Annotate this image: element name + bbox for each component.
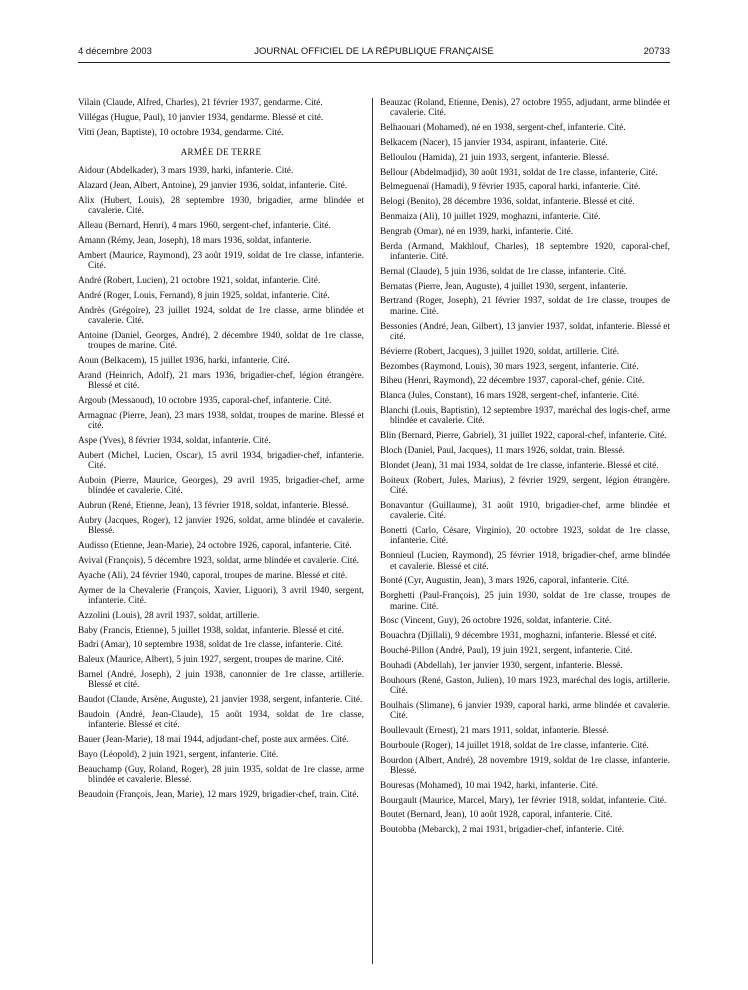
citation-entry: Andrès (Grégoire), 23 juillet 1924, soldat de 1re classe, arme blindée et cavalerie. Cité.	[78, 305, 364, 326]
citation-entry: Bouché-Pillon (André, Paul), 19 juin 1921, sergent, infanterie. Cité.	[380, 645, 633, 656]
citation-entry: Alazard (Jean, Albert, Antoine), 29 janvier 1936, soldat, infanterie. Cité.	[78, 181, 348, 192]
citation-entry: Benmaiza (Ali), 10 juillet 1929, moghazni, infanterie. Cité.	[380, 211, 601, 222]
citation-entry: Bourboule (Roger), 14 juillet 1918, soldat de 1re classe, infanterie. Cité.	[380, 740, 649, 751]
citation-entry: Blondet (Jean), 31 mai 1934, soldat de 1re classe, infanterie. Blessé et cité.	[380, 460, 659, 471]
citation-entry: Bertrand (Roger, Joseph), 21 février 1937, soldat de 1re classe, troupes de marine. Cité.	[380, 296, 670, 317]
citation-entry: Azzolini (Louis), 28 avril 1937, soldat, artillerie.	[78, 610, 260, 621]
citation-entry: André (Robert, Lucien), 21 octobre 1921, soldat, infanterie. Cité.	[78, 276, 321, 286]
citation-entry: Aubrun (René, Etienne, Jean), 13 février 1918, soldat, infanterie. Blessé.	[78, 501, 349, 512]
citation-entry: Baudot (Claude, Arsène, Auguste), 21 janvier 1938, sergent, infanterie. Cité.	[78, 695, 363, 706]
citation-entry: Boullevault (Ernest), 21 mars 1911, soldat, infanterie. Blessé.	[380, 725, 609, 736]
citation-entry: Beauzac (Roland, Etienne, Denis), 27 octobre 1955, adjudant, arme blindée et cavalerie. Cité.	[380, 98, 670, 119]
citation-entry: Bosc (Vincent, Guy), 26 octobre 1926, soldat, infanterie. Cité.	[380, 616, 612, 627]
citation-entry: Alix (Hubert, Louis), 28 septembre 1930, brigadier, arme blindée et cavalerie. Cité.	[78, 196, 364, 217]
citation-entry: Boutet (Bernard, Jean), 10 août 1928, caporal, infanterie. Cité.	[380, 810, 613, 821]
citation-entry: Belogi (Benito), 28 décembre 1936, soldat, infanterie. Blessé et cité.	[380, 197, 635, 208]
citation-entry: Belkacem (Nacer), 15 janvier 1934, aspirant, infanterie. Cité.	[380, 138, 608, 148]
citation-entry: Belhaouari (Mohamed), né en 1938, sergent-chef, infanterie. Cité.	[380, 123, 626, 134]
citation-entry: Bauer (Jean-Marie), 18 mai 1944, adjudant-chef, poste aux armées. Cité.	[78, 735, 349, 746]
citation-entry: Bouhadi (Abdellah), 1er janvier 1930, sergent, infanterie. Blessé.	[380, 660, 623, 671]
citation-entry: Baudoin (André, Jean-Claude), 15 août 1934, soldat de 1re classe, infanterie. Blessé et cité.	[78, 709, 364, 731]
citation-entry: Bloch (Daniel, Paul, Jacques), 11 mars 1926, soldat, train. Blessé.	[380, 445, 625, 456]
citation-entry: Bellour (Abdelmadjid), 30 août 1931, soldat de 1re classe, infanterie, Cité.	[380, 167, 658, 178]
citation-entry: Berda (Armand, Makhlouf, Charles), 18 septembre 1920, caporal-chef, infanterie. Cité.	[380, 241, 670, 262]
citation-entry: Bonnieul (Lucien, Raymond), 25 février 1918, brigadier-chef, arme blindée et cavalerie. Blessé et cité.	[380, 551, 670, 572]
citation-entry: Bévierre (Robert, Jacques), 3 juillet 1920, soldat, artillerie. Cité.	[380, 346, 620, 357]
citation-entry: Aoun (Belkacem), 15 juillet 1936, harki, infanterie. Cité.	[78, 356, 290, 366]
citation-entry: Villégas (Hugue, Paul), 10 janvier 1934, gendarme. Blessé et cité.	[78, 112, 324, 123]
header-rule	[78, 62, 670, 63]
citation-entry: Bernal (Claude), 5 juin 1936, soldat de 1re classe, infanterie. Cité.	[380, 266, 627, 277]
citation-entry: Ambert (Maurice, Raymond), 23 août 1919, soldat de 1re classe, infanterie. Cité.	[78, 250, 364, 272]
citation-entry: Audisso (Etienne, Jean-Marie), 24 octobre 1926, caporal, infanterie. Cité.	[78, 541, 352, 552]
citation-entry: Blin (Bernard, Pierre, Gabriel), 31 juillet 1922, caporal-chef, infanterie. Cité.	[380, 431, 667, 442]
section-heading: ARMÉE DE TERRE	[180, 147, 262, 157]
citation-entry: Alleau (Bernard, Henri), 4 mars 1960, sergent-chef, infanterie. Cité.	[78, 221, 331, 232]
citation-entry: Blanchi (Louis, Baptistin), 12 septembre 1937, maréchal des logis-chef, arme blindée et cavalerie. Cité.	[380, 405, 670, 427]
header-title: JOURNAL OFFICIEL DE LA RÉPUBLIQUE FRANÇAISE	[254, 46, 494, 57]
citation-entry: Blanca (Jules, Constant), 16 mars 1928, sergent-chef, infanterie. Cité.	[380, 391, 640, 402]
citation-entry: Barnel (André, Joseph), 2 juin 1938, canonnier de 1re classe, artillerie. Blessé et cité.	[78, 669, 364, 691]
citation-entry: Aubry (Jacques, Roger), 12 janvier 1926, soldat, arme blindée et cavalerie. Blessé.	[78, 516, 364, 537]
citation-entry: Belloulou (Hamida), 21 juin 1933, sergent, infanterie. Blessé.	[380, 152, 610, 163]
citation-entry: Bonté (Cyr, Augustin, Jean), 3 mars 1926, caporal, infanterie. Cité.	[380, 576, 630, 587]
citation-entry: Baleux (Maurice, Albert), 5 juin 1927, sergent, troupes de marine. Cité.	[78, 655, 344, 666]
citation-entry: Badri (Amar), 10 septembre 1938, soldat de 1re classe, infanterie. Cité.	[78, 640, 344, 651]
citation-entry: Beaudoin (François, Jean, Marie), 12 mars 1929, brigadier-chef, train. Cité.	[78, 789, 359, 800]
citation-entry: Vitti (Jean, Baptiste), 10 octobre 1934, gendarme. Cité.	[78, 127, 284, 138]
citation-entry: Bonetti (Carlo, Césare, Virginio), 20 octobre 1923, soldat de 1re classe, infanterie. Cité.	[380, 525, 670, 547]
citation-entry: Ayache (Ali), 24 février 1940, caporal, troupes de marine. Blessé et cité.	[78, 570, 348, 581]
citation-entry: Bouresas (Mohamed), 10 mai 1942, harki, infanterie. Cité.	[380, 780, 598, 791]
citation-entry: Boutobba (Mebarck), 2 mai 1931, brigadier-chef, infanterie. Cité.	[380, 825, 625, 836]
citation-entry: Bourdon (Albert, André), 28 novembre 1919, soldat de 1re classe, infanterie. Blessé.	[380, 755, 670, 776]
citation-entry: André (Roger, Louis, Fernand), 8 juin 1925, soldat, infanterie. Cité.	[78, 290, 330, 301]
citation-entry: Baby (Francis, Etienne), 5 juillet 1938, soldat, infanterie. Blessé et cité.	[78, 625, 344, 636]
citation-entry: Vilain (Claude, Alfred, Charles), 21 février 1937, gendarme. Cité.	[78, 98, 323, 108]
citation-entry: Borghetti (Paul-François), 25 juin 1930, soldat de 1re classe, troupes de marine. Cité.	[380, 591, 670, 612]
citation-entry: Aspe (Yves), 8 février 1934, soldat, infanterie. Cité.	[78, 436, 271, 446]
right-column	[380, 98, 670, 840]
citation-entry: Avival (François), 5 décembre 1923, soldat, arme blindée et cavalerie. Cité.	[78, 556, 359, 566]
citation-entry: Bonavantur (Guillaume), 31 août 1910, brigadier-chef, arme blindée et cavalerie. Cité.	[380, 500, 670, 522]
citation-entry: Auboin (Pierre, Maurice, Georges), 29 avril 1935, brigadier-chef, arme blindée et cavalerie. Cité.	[78, 476, 364, 497]
citation-entry: Antoine (Daniel, Georges, André), 2 décembre 1940, soldat de 1re classe, troupes de marine. Cité.	[78, 330, 364, 352]
left-column	[78, 98, 364, 805]
citation-entry: Bouhours (René, Gaston, Julien), 10 mars 1923, maréchal des logis, artillerie. Cité.	[380, 675, 670, 696]
citation-entry: Aubert (Michel, Lucien, Oscar), 15 avril 1934, brigadier-chef, infanterie. Cité.	[78, 450, 364, 472]
citation-entry: Bezombes (Raymond, Louis), 30 mars 1923, sergent, infanterie. Cité.	[380, 361, 639, 372]
header-date: 4 décembre 2003	[78, 46, 152, 57]
citation-entry: Beauchamp (Guy, Roland, Roger), 28 juin 1935, soldat de 1re classe, arme blindée et cavalerie. Blessé.	[78, 764, 364, 786]
citation-entry: Arand (Heinrich, Adolf), 21 mars 1936, brigadier-chef, légion étrangère. Blessé et cité.	[78, 370, 364, 392]
header-page-number: 20733	[643, 46, 670, 57]
citation-entry: Bessonies (André, Jean, Gilbert), 13 janvier 1937, soldat, infanterie. Blessé et cité.	[380, 321, 670, 342]
citation-entry: Bourgault (Maurice, Marcel, Mary), 1er février 1918, soldat, infanterie. Cité.	[380, 795, 667, 806]
citation-entry: Biheu (Henri, Raymond), 22 décembre 1937, caporal-chef, génie. Cité.	[380, 376, 645, 387]
citation-entry: Belmeguenaï (Hamadi), 9 février 1935, caporal harki, infanterie. Cité.	[380, 182, 641, 193]
citation-entry: Bayo (Léopold), 2 juin 1921, sergent, infanterie. Cité.	[78, 749, 279, 760]
citation-entry: Bernatas (Pierre, Jean, Auguste), 4 juillet 1930, sergent, infanterie.	[380, 281, 628, 292]
citation-entry: Armagnac (Pierre, Jean), 23 mars 1938, soldat, troupes de marine. Blessé et cité.	[78, 410, 364, 432]
citation-entry: Boiteux (Robert, Jules, Marius), 2 février 1929, sergent, légion étrangère. Cité.	[380, 475, 670, 496]
column-divider	[372, 98, 373, 964]
page-header	[78, 46, 670, 60]
citation-entry: Aymer de la Chevalerie (François, Xavier, Liguori), 3 avril 1940, sergent, infanterie. Cité.	[78, 585, 364, 606]
citation-entry: Argoub (Messaoud), 10 octobre 1935, caporal-chef, infanterie. Cité.	[78, 396, 332, 406]
citation-entry: Boulhaïs (Slimane), 6 janvier 1939, caporal harki, arme blindée et cavalerie. Cité.	[380, 700, 670, 722]
citation-entry: Bengrab (Omar), né en 1939, harki, infanterie. Cité.	[380, 226, 574, 237]
citation-entry: Aidour (Abdelkader), 3 mars 1939, harki, infanterie. Cité.	[78, 166, 294, 177]
citation-entry: Amann (Rémy, Jean, Joseph), 18 mars 1936, soldat, infanterie.	[78, 236, 312, 246]
citation-entry: Bouachra (Djillali), 9 décembre 1931, moghazni, infanterie. Blessé et cité.	[380, 631, 657, 642]
